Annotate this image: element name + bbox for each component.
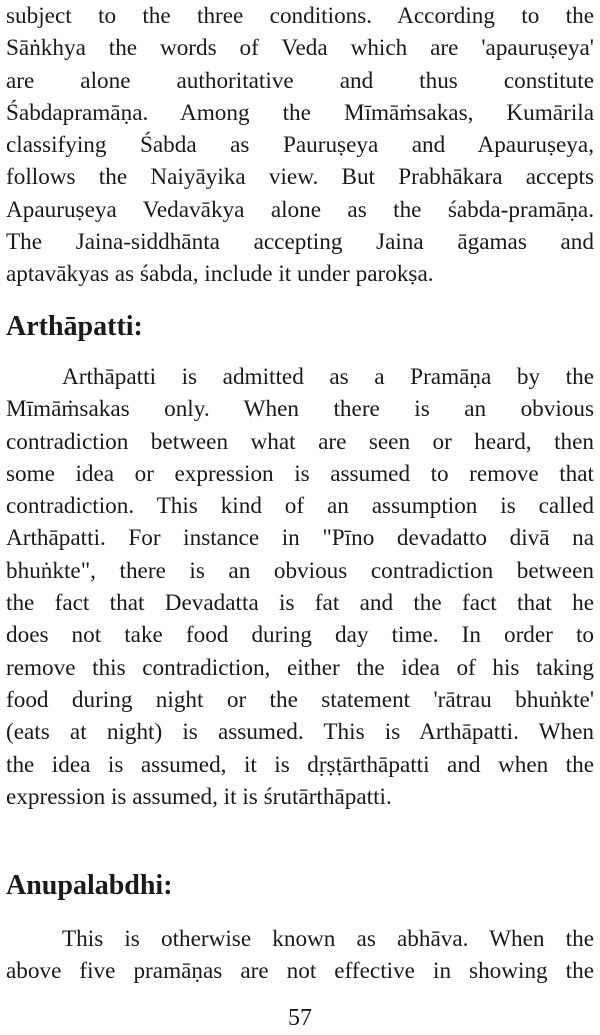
text-line: This is otherwise known as abhāva. When the [62,926,594,952]
text-line: classifying Śabda as Pauruṣeya and Apauruṣeya, [6,132,594,159]
text-line: food during night or the statement 'rātrau bhuṅkte' [6,686,594,713]
text-line: the idea is assumed, it is dṛṣṭārthāpatti and when the [6,751,594,778]
paragraph-arthapatti [6,361,594,813]
paragraph-anupalabdhi [6,923,594,988]
text-line: Sāṅkhya the words of Veda which are 'apauruṣeya' [6,35,594,62]
text-line: are alone authoritative and thus constitute [6,67,594,94]
text-line: Mīmāṁsakas only. When there is an obvious [6,396,594,423]
text-line: subject to the three conditions. According to the [6,3,594,29]
text-line: The Jaina-siddhānta accepting Jaina āgamas and [6,229,594,256]
text-line: Śabdapramāṇa. Among the Mīmāṁsakas, Kumārila [6,99,594,126]
paragraph-sabda-continuation [6,0,594,291]
text-line: follows the Naiyāyika view. But Prabhākara accepts [6,164,594,191]
text-line: bhuṅkte", there is an obvious contradiction between [6,557,594,584]
text-line: expression is assumed, it is śrutārthāpatti. [6,783,392,810]
section-heading-anupalabdhi: Anupalabdhi: [6,870,173,901]
text-line: Apauruṣeya Vedavākya alone as the śabda-pramāṇa. [6,196,594,223]
text-line: some idea or expression is assumed to remove that [6,460,594,487]
text-line: Arthāpatti is admitted as a Pramāṇa by the [62,364,594,390]
text-line: aptavākyas as śabda, include it under parokṣa. [6,261,434,288]
section-heading-arthapatti: Arthāpatti: [6,311,143,342]
text-line: remove this contradiction, either the idea of his taking [6,654,594,681]
text-line: does not take food during day time. In order to [6,622,594,649]
text-line: contradiction. This kind of an assumption is called [6,493,594,520]
text-line: contradiction between what are seen or heard, then [6,428,594,455]
text-line: above five pramāṇas are not effective in showing the [6,958,594,985]
text-line: the fact that Devadatta is fat and the fact that he [6,590,594,617]
text-line: Arthāpatti. For instance in "Pīno devadatto divā na [6,525,594,552]
page-number: 57 [288,1005,312,1031]
text-line: (eats at night) is assumed. This is Arthāpatti. When [6,719,594,746]
